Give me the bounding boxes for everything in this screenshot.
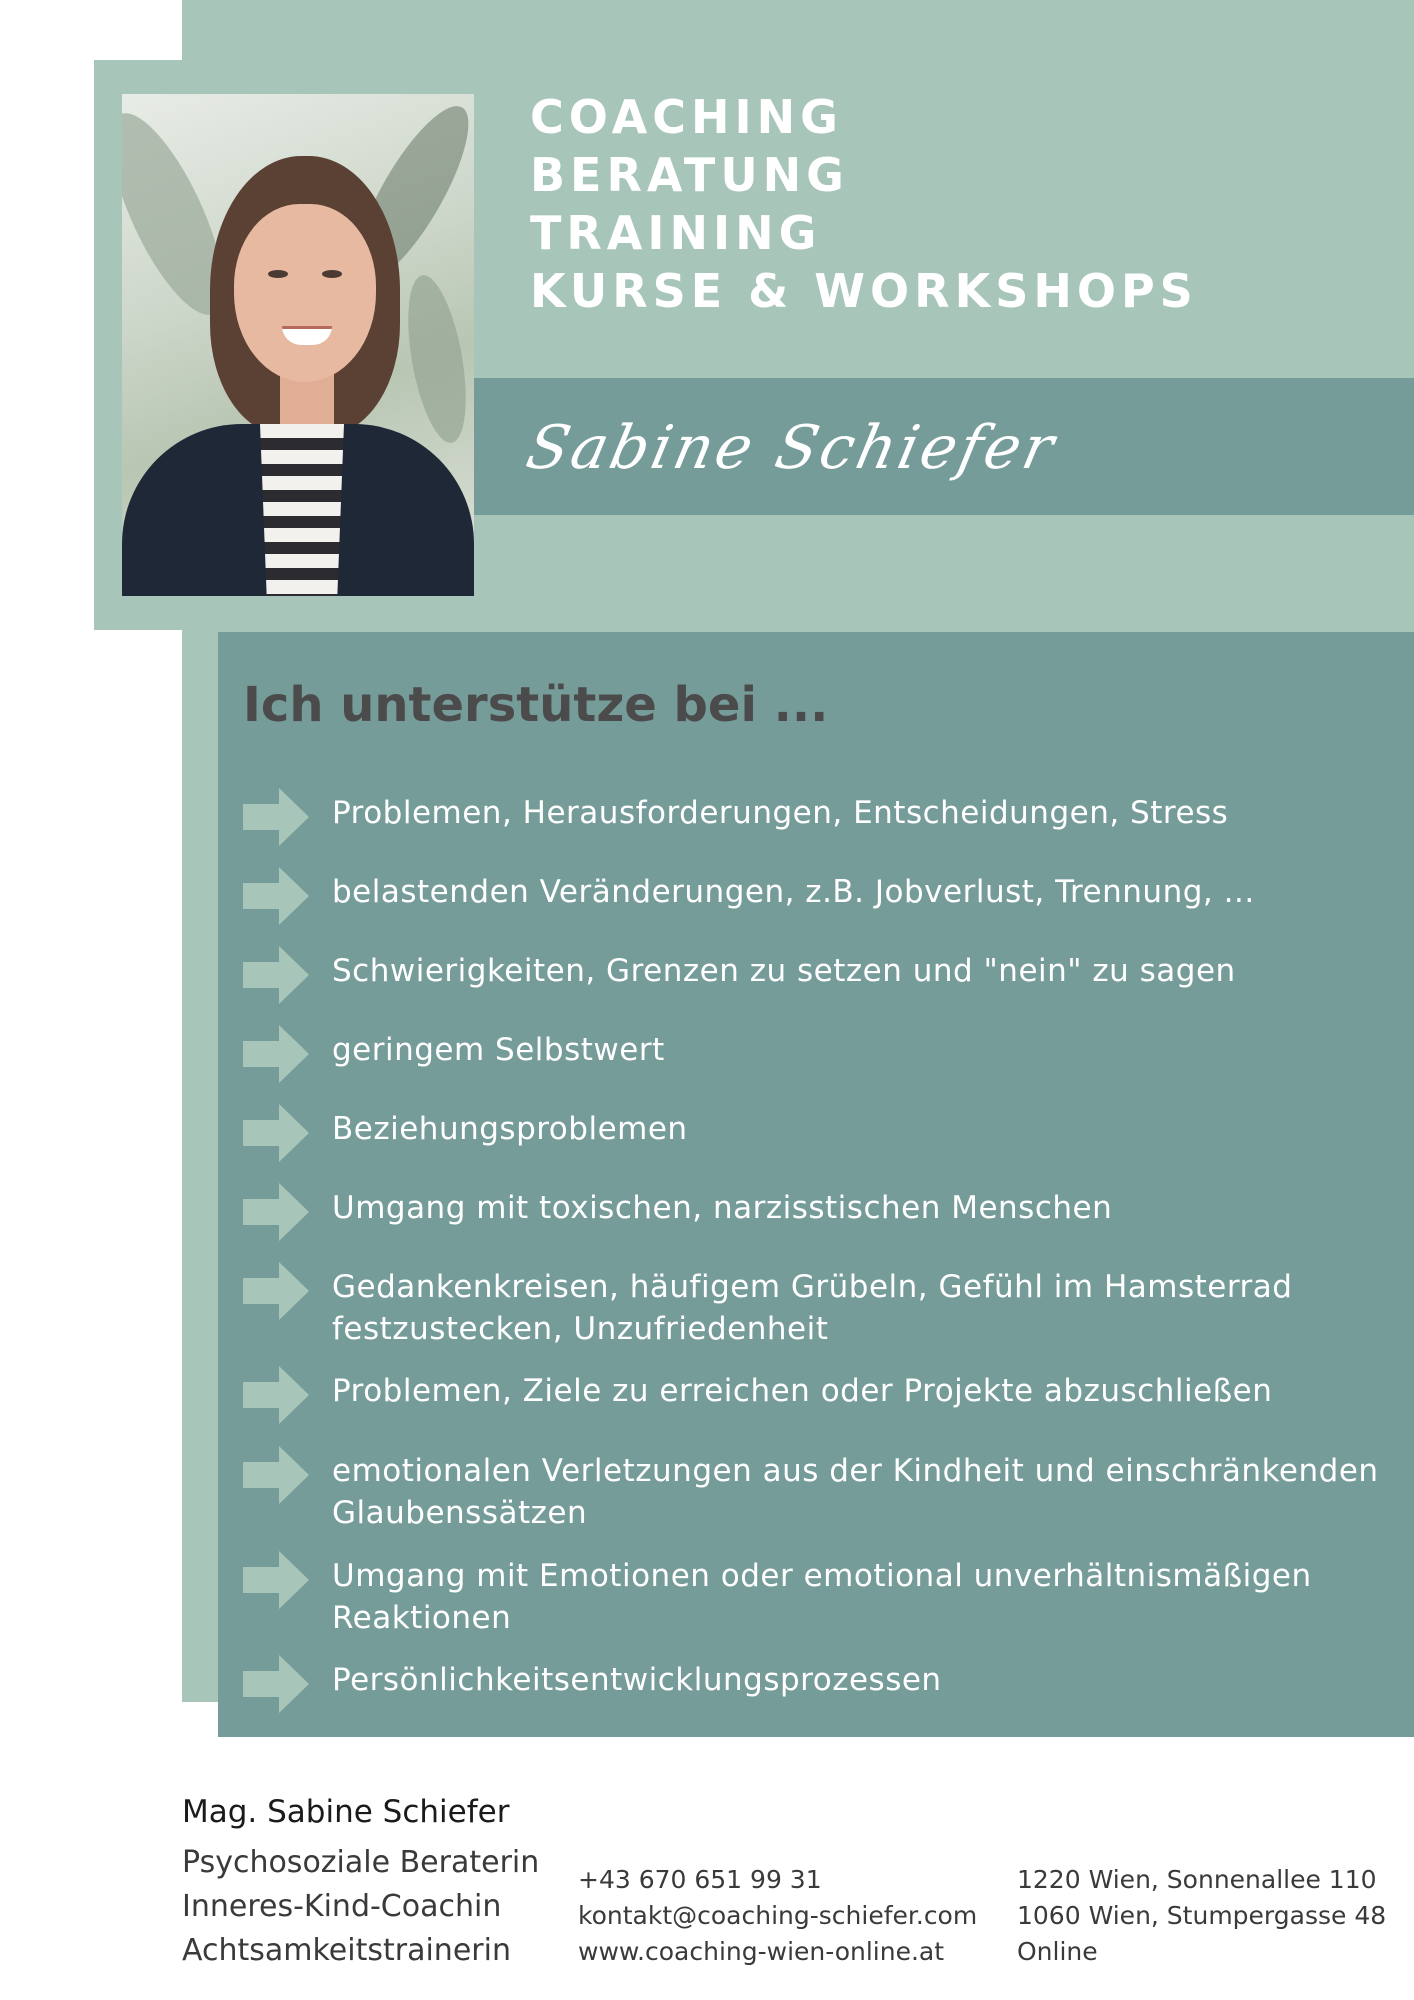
arrow-right-icon: [243, 1262, 309, 1320]
arrow-right-icon: [243, 1366, 309, 1424]
footer-name: Mag. Sabine Schiefer: [182, 1794, 510, 1830]
list-item-text: Problemen, Ziele zu erreichen oder Projekte abzuschließen: [332, 1373, 1273, 1409]
address-line: Online: [1017, 1937, 1098, 1966]
list-item-text: Persönlichkeitsentwicklungsprozessen: [332, 1662, 942, 1698]
arrow-right-icon: [243, 1183, 309, 1241]
website-link[interactable]: www.coaching-wien-online.at: [578, 1937, 945, 1966]
headline-coaching: COACHING: [530, 90, 843, 144]
list-item-text: emotionalen Verletzungen aus der Kindheit und einschränkenden Glaubenssätzen: [332, 1453, 1379, 1531]
email-link[interactable]: kontakt@coaching-schiefer.com: [578, 1901, 978, 1930]
list-item-text: geringem Selbstwert: [332, 1032, 665, 1068]
arrow-right-icon: [243, 1551, 309, 1609]
arrow-right-icon: [243, 1104, 309, 1162]
list-item-text: Beziehungsproblemen: [332, 1111, 688, 1147]
signature-name: Sabine Schiefer: [520, 413, 1063, 483]
address-line: 1220 Wien, Sonnenallee 110: [1017, 1865, 1377, 1894]
list-item-text: Gedankenkreisen, häufigem Grübeln, Gefühl im Hamsterrad festzustecken, Unzufriedenheit: [332, 1269, 1293, 1347]
list-item-text: belastenden Veränderungen, z.B. Jobverlust, Trennung, ...: [332, 874, 1255, 910]
arrow-right-icon: [243, 1446, 309, 1504]
arrow-right-icon: [243, 867, 309, 925]
arrow-right-icon: [243, 788, 309, 846]
arrow-right-icon: [243, 1025, 309, 1083]
left-accent-strip: [182, 630, 222, 1702]
address-line: 1060 Wien, Stumpergasse 48: [1017, 1901, 1387, 1930]
footer-role: Inneres-Kind-Coachin: [182, 1889, 502, 1924]
footer-role: Achtsamkeitstrainerin: [182, 1933, 511, 1968]
list-item-text: Umgang mit toxischen, narzisstischen Menschen: [332, 1190, 1113, 1226]
portrait-photo: [122, 94, 474, 596]
headline-kurse-workshops: KURSE & WORKSHOPS: [530, 264, 1198, 318]
list-item-text: Problemen, Herausforderungen, Entscheidungen, Stress: [332, 795, 1229, 831]
headline-training: TRAINING: [530, 206, 822, 260]
list-item-text: Schwierigkeiten, Grenzen zu setzen und "nein" zu sagen: [332, 953, 1236, 989]
arrow-right-icon: [243, 946, 309, 1004]
list-item-text: Umgang mit Emotionen oder emotional unverhältnismäßigen Reaktionen: [332, 1558, 1312, 1636]
arrow-right-icon: [243, 1655, 309, 1713]
phone-number[interactable]: +43 670 651 99 31: [578, 1865, 822, 1894]
headline-beratung: BERATUNG: [530, 148, 849, 202]
footer-role: Psychosoziale Beraterin: [182, 1845, 540, 1880]
panel-title: Ich unterstütze bei ...: [243, 677, 829, 733]
